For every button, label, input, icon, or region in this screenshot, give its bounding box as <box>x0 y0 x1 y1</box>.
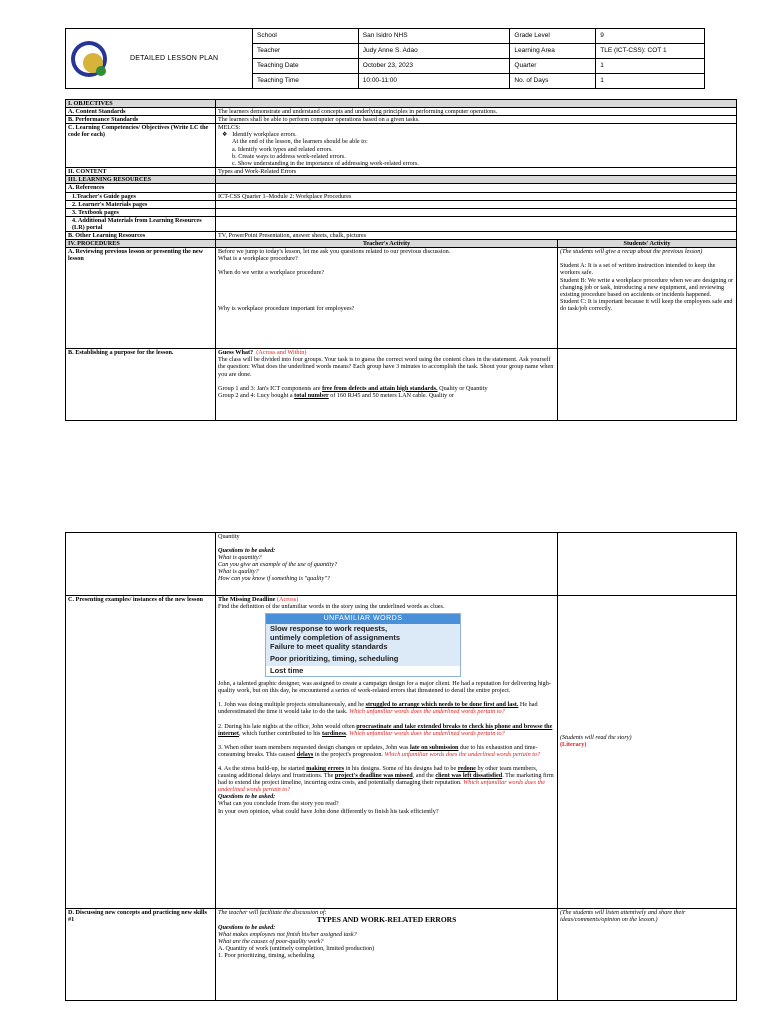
facilitation-note: The teacher will facilitate the discussion of: <box>218 909 327 916</box>
story-paragraph: 4. As the stress build-up, he started making errors in his designs. Some of his designs had to be redone by other team members, causing additional delays and frustrations. The project's deadline was missed, and the client was left dissatisfied. The marketing firm had to extend the project timeline, incurring extra costs, and potentially damaging their reputation. Which unfamiliar words does the underlined words pertain to? <box>218 764 554 794</box>
quarter-value: 1 <box>596 59 705 74</box>
questions-heading: Questions to be asked: <box>218 547 276 555</box>
grade-level-value: 9 <box>596 29 705 44</box>
underlined-clue: total number <box>294 391 329 399</box>
student-note: (The students will give a recap about the previous lesson) <box>560 248 703 256</box>
content-text: Types and Work-Related Errors <box>216 168 737 176</box>
unfamiliar-words-image <box>265 613 461 677</box>
quarter-label: Quarter <box>510 59 596 74</box>
teacher-activity-heading: Teacher's Activity <box>216 240 558 248</box>
teacher-question: What is a workplace procedure? <box>218 255 298 263</box>
discussion-point: 1. Poor prioritizing, timing, scheduling <box>218 952 315 960</box>
reviewing-teacher-cell <box>216 248 558 349</box>
school-label: School <box>253 29 359 44</box>
lesson-plan-table-page1 <box>65 99 737 421</box>
question-item: In your own opinion, what could have John done differently to finish his task efficiently? <box>218 807 439 815</box>
image-line: Poor prioritizing, timing, scheduling <box>266 651 460 666</box>
learning-competencies-label: C. Learning Competencies/ Objectives (Write LC the code for each) <box>66 124 216 168</box>
student-activity-heading: Students' Activity <box>558 240 737 248</box>
performance-standards-label: B. Performance Standards <box>66 116 216 124</box>
content-standards-label: A. Content Standards <box>66 108 216 116</box>
melcs-label: MELCS: <box>218 124 241 132</box>
activity-instructions: Find the definition of the unfamiliar words in the story using the underlined words as clues. <box>218 603 445 611</box>
teacher-value: Judy Anne S. Adao <box>358 44 510 59</box>
document-title: DETAILED LESSON PLAN <box>130 55 219 62</box>
days-value: 1 <box>596 74 705 89</box>
student-answer: Student C: It is important because it will keep the employees safe and do task/job correctly. <box>560 297 733 312</box>
school-value: San Isidro NHS <box>358 29 510 44</box>
story-paragraph: 1. John was doing multiple projects simultaneously, and he struggled to arrange which needs to be done first and last. He had underestimated the time it would take to do the task. Which unfamiliar words does the underlined words pertain to? <box>218 701 538 716</box>
teachers-guide-label: 1.Teacher's Guide pages <box>66 192 216 200</box>
grade-level-label: Grade Level <box>510 29 596 44</box>
teacher-question: Why is workplace procedure important for employees? <box>218 304 355 312</box>
objective-item: b. Create ways to address work-related errors. <box>232 152 346 160</box>
teaching-time-label: Teaching Time <box>253 74 359 89</box>
performance-standards-text: The learners shall be able to perform computer operations based on a given tasks. <box>216 116 737 124</box>
teachers-guide-text: ICT-CSS Quarter 1–Module 2: Workplace Procedures <box>216 192 737 200</box>
reviewing-student-cell <box>558 248 737 349</box>
literacy-tag: (Literacy) <box>560 741 587 749</box>
topic-title: TYPES AND WORK-RELATED ERRORS <box>316 915 457 925</box>
question-item: What can you conclude from the story you read? <box>218 800 339 808</box>
procedures-heading: IV. PROCEDURES <box>66 240 216 248</box>
learning-resources-heading: III. LEARNING RESOURCES <box>66 176 216 184</box>
questions-heading: Questions to be asked: <box>218 793 276 801</box>
additional-materials-label: 4. Additional Materials from Learning Resources (LR) portal <box>66 216 216 231</box>
objective-item: a. Identify work types and related errors. <box>232 145 333 153</box>
image-title: UNFAMILIAR WORDS <box>266 614 460 624</box>
student-note: (Students will read the story) <box>560 734 632 741</box>
header-logo-block <box>65 28 253 89</box>
discussion-point: A. Quantity of work (untimely completion, limited production) <box>218 945 375 953</box>
question-item: What are the causes of poor-quality work? <box>218 938 324 946</box>
establishing-purpose-label: B. Establishing a purpose for the lesson. <box>66 349 216 421</box>
image-line: Slow response to work requests, <box>266 624 460 633</box>
objectives-heading: I. OBJECTIVES <box>66 100 216 108</box>
guess-what-continued-cell <box>216 533 558 596</box>
content-heading: II. CONTENT <box>66 168 216 176</box>
choice-text: Quantity <box>218 533 240 540</box>
diamond-bullet-icon: ❖ <box>222 131 228 139</box>
textbook-pages-label: 3. Textbook pages <box>66 208 216 216</box>
group-statement: Group 1 and 3: Jan's ICT components are <box>218 384 323 392</box>
reviewing-lesson-label: A. Reviewing previous lesson or presenting the new lesson <box>66 248 216 349</box>
activity-instructions: The class will be divided into four groups. Your task is to guess the correct word using the content clues in the statement. Ask yourself the question: What does the underlined words means? Each group have 3 minutes to accomplish the task. Shout your group name when you are done. <box>218 356 554 378</box>
activity-tag: (Across and Within) <box>256 349 307 357</box>
student-answer: Student A: It is a set of written instruction intended to keep the workers safe. <box>560 262 716 277</box>
header-info-table <box>252 28 705 89</box>
other-resources-label: B. Other Learning Resources <box>66 232 216 240</box>
teaching-date-label: Teaching Date <box>253 59 359 74</box>
question-item: What makes employees not finish his/her assigned task? <box>218 931 357 939</box>
establishing-teacher-cell <box>216 349 558 421</box>
teacher-line: Before we jump to today's lesson, let me ask you questions related to our previous discussion. <box>218 248 451 256</box>
learners-materials-label: 2. Learner's Materials pages <box>66 200 216 208</box>
questions-heading: Questions to be asked: <box>218 924 276 932</box>
question-item: How can you know if something is "quality"? <box>218 575 330 583</box>
lesson-plan-header <box>65 28 705 90</box>
teacher-question: When do we write a workplace procedure? <box>218 269 325 277</box>
teacher-label: Teacher <box>253 44 359 59</box>
underlined-clue: free from defects and attain high standards. <box>322 384 438 392</box>
discussing-teacher-cell <box>216 909 558 1001</box>
choice-text: Quality or Quantity <box>437 384 488 392</box>
presenting-examples-label: C. Presenting examples/ instances of the new lesson <box>66 596 216 909</box>
image-line: untimely completion of assignments <box>266 633 460 642</box>
choice-text: of 160 RJ45 and 50 meters LAN cable. Quality or <box>328 391 454 399</box>
student-answer: Student B: We write a workplace procedure when we are designing or changing job or task, introducing a new equipment, and reviewing existing procedure based on accidents or incidents happened. <box>560 276 734 298</box>
question-item: What is quantity? <box>218 554 262 562</box>
other-resources-text: TV, PowerPoint Presentation, answer sheets, chalk, pictures <box>216 232 737 240</box>
teaching-date-value: October 23, 2023 <box>358 59 510 74</box>
image-line: Failure to meet quality standards <box>266 642 460 651</box>
story-intro: John, a talented graphic designer, was assigned to create a campaign design for a major client. He had a reputation for delivering high-quality work, but on this day, he encountered a series of work-related errors that threatened to derail the entire project. <box>218 680 551 695</box>
days-label: No. of Days <box>510 74 596 89</box>
activity-title: Guess What? <box>218 349 254 357</box>
presenting-teacher-cell <box>216 596 558 909</box>
learning-competencies-cell <box>216 124 737 168</box>
activity-tag: (Across) <box>276 596 299 603</box>
teaching-time-value: 10:00-11:00 <box>358 74 510 89</box>
lesson-plan-table-page2 <box>65 532 737 1001</box>
question-item: What is quality? <box>218 568 259 576</box>
content-standards-text: The learners demonstrate and understand concepts and underlying principles in performing computer operations. <box>216 108 737 116</box>
school-seal-icon <box>71 41 107 77</box>
story-paragraph: 3. When other team members requested design changes or updates, John was late on submission due to his exhaustion and time-consuming breaks. This caused delays in the project's progression. Which unfamiliar words does the underlined words pertain to? <box>218 743 541 758</box>
story-paragraph: 2. During his late nights at the office, John would often procrastinate and take extended breaks to check his phone and browse the internet, which further contributed to his tardiness. Which unfamiliar words does the underlined words pertain to? <box>218 722 553 737</box>
melc-item: Identify workplace errors. <box>232 131 297 139</box>
activity-title: The Missing Deadline <box>218 596 276 603</box>
question-item: Can you give an example of the use of quantity? <box>218 561 338 569</box>
objective-item: c. Show understanding in the importance of addressing work-related errors. <box>232 159 419 167</box>
learning-area-label: Learning Area <box>510 44 596 59</box>
references-label: A. References <box>66 184 216 192</box>
group-statement: Group 2 and 4: Lucy bought a <box>218 391 295 399</box>
learning-area-value: TLE (ICT-CSS): COT 1 <box>596 44 705 59</box>
discussing-student-cell: (The students will listen attentively and share their ideas/comments/opinion on the lesson.) <box>558 909 737 1001</box>
objectives-intro: At the end of the lesson, the learners should be able to: <box>232 138 368 146</box>
image-line: Lost time <box>266 666 460 676</box>
discussing-concepts-label: D. Discussing new concepts and practicing new skills #1 <box>66 909 216 1001</box>
presenting-student-cell <box>558 596 737 909</box>
